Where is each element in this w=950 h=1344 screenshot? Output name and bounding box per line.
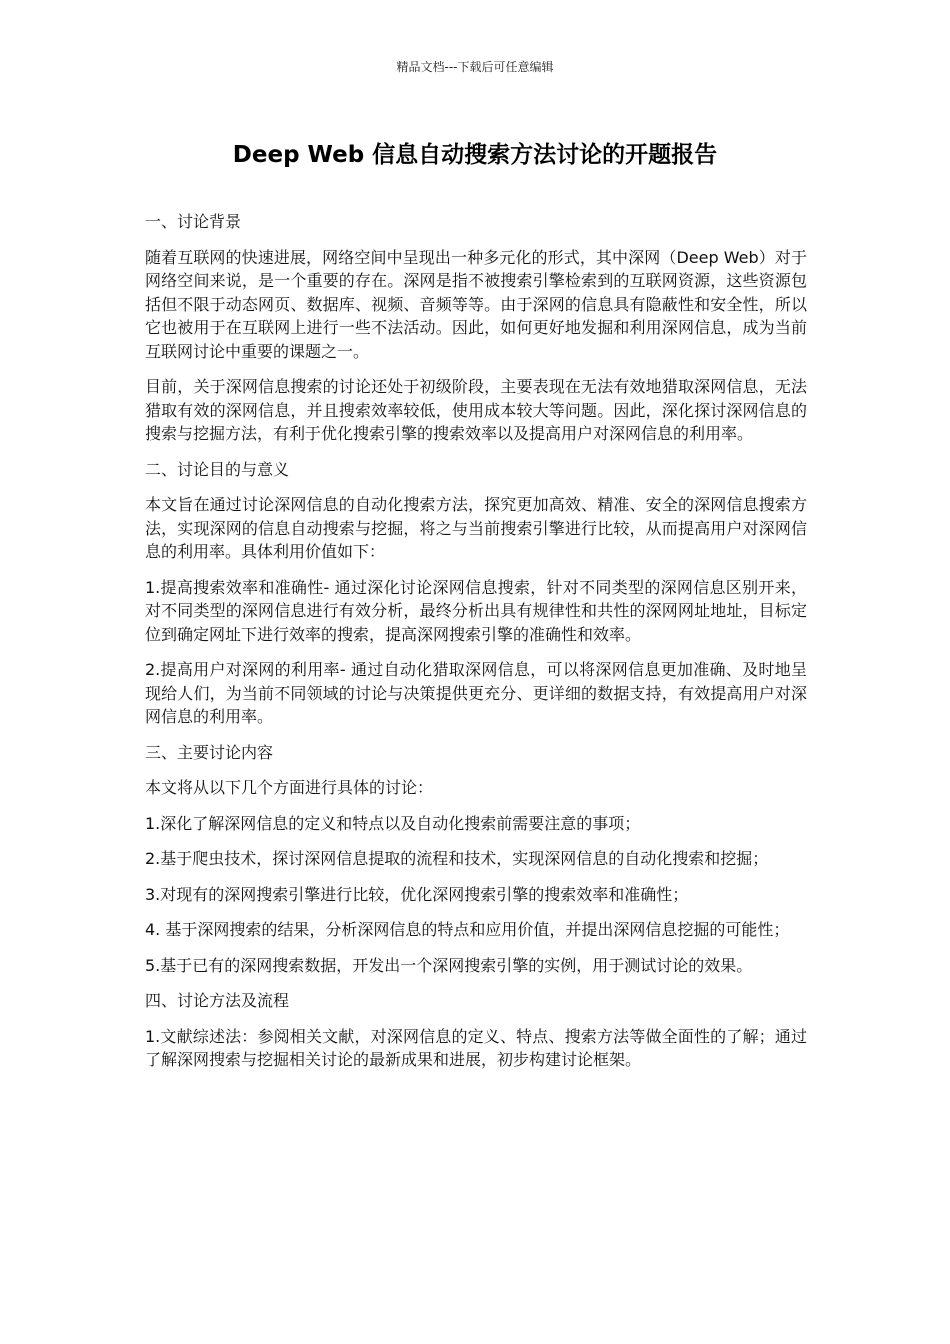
section-heading-method: 四、讨论方法及流程 (145, 991, 290, 1010)
paragraph-content-item-1: 1.深化了解深网信息的定义和特点以及自动化搜索前需要注意的事项； (145, 813, 641, 833)
document-title: Deep Web 信息自动搜索方法讨论的开题报告 (232, 142, 718, 168)
section-heading-purpose: 二、讨论目的与意义 (145, 459, 290, 479)
section-heading-background: 一、讨论背景 (145, 212, 242, 231)
paragraph-purpose-intro: 本文旨在通过讨论深网信息的自动化搜索方法，探究更加高效、精准、安全的深网信息搜索方法，实现深网的信息自动搜索与挖掘，将之与当前搜索引擎进行比较，从而提高用户对深网信息的利用率。具体利用价值如下： (145, 495, 807, 561)
document-body (145, 210, 807, 1084)
paragraph-content-item-5: 5.基于已有的深网搜索数据，开发出一个深网搜索引擎的实例，用于测试讨论的效果。 (145, 955, 753, 975)
paragraph-purpose-item-2: 2.提高用户对深网的利用率- 通过自动化猎取深网信息，可以将深网信息更加准确、及时地呈现给人们，为当前不同领域的讨论与决策提供更充分、更详细的数据支持，有效提高用户对深网信息的利用率。 (145, 660, 807, 726)
paragraph-content-item-4: 4. 基于深网搜索的结果，分析深网信息的特点和应用价值，并提出深网信息挖掘的可能性； (145, 920, 790, 939)
paragraph-purpose-item-1: 1.提高搜索效率和准确性- 通过深化讨论深网信息搜索，针对不同类型的深网信息区别开来，对不同类型的深网信息进行有效分析，最终分析出具有规律性和共性的深网网址地址，目标定位到确定网址下进行效率的搜索，提高深网搜索引擎的准确性和效率。 (145, 577, 807, 644)
header-note: 精品文档---下载后可任意编辑 (396, 60, 554, 74)
paragraph-method-item-1: 1.文献综述法：参阅相关文献，对深网信息的定义、特点、搜索方法等做全面性的了解；通过了解深网搜索与挖掘相关讨论的最新成果和进展，初步构建讨论框架。 (145, 1026, 807, 1069)
paragraph-content-item-3: 3.对现有的深网搜索引擎进行比较，优化深网搜索引擎的搜索效率和准确性； (145, 884, 689, 904)
section-heading-content: 三、主要讨论内容 (145, 742, 274, 762)
paragraph-content-intro: 本文将从以下几个方面进行具体的讨论： (145, 778, 434, 797)
paragraph-background-1: 随着互联网的快速进展，网络空间中呈现出一种多元化的形式，其中深网（Deep Web）对于网络空间来说，是一个重要的存在。深网是指不被搜索引擎检索到的互联网资源，这些资源包括但不限于动态网页、数据库、视频、音频等等。由于深网的信息具有隐蔽性和安全性，所以它也被用于在互联网上进行一些不法活动。因此，如何更好地发掘和利用深网信息，成为当前互联网讨论中重要的课题之一。 (145, 247, 807, 361)
paragraph-background-2: 目前，关于深网信息搜索的讨论还处于初级阶段，主要表现在无法有效地猎取深网信息，无法猎取有效的深网信息，并且搜索效率较低，使用成本较大等问题。因此，深化探讨深网信息的搜索与挖掘方法，有利于优化搜索引擎的搜索效率以及提高用户对深网信息的利用率。 (145, 377, 807, 443)
paragraph-content-item-2: 2.基于爬虫技术，探讨深网信息提取的流程和技术，实现深网信息的自动化搜索和挖掘； (145, 849, 769, 868)
